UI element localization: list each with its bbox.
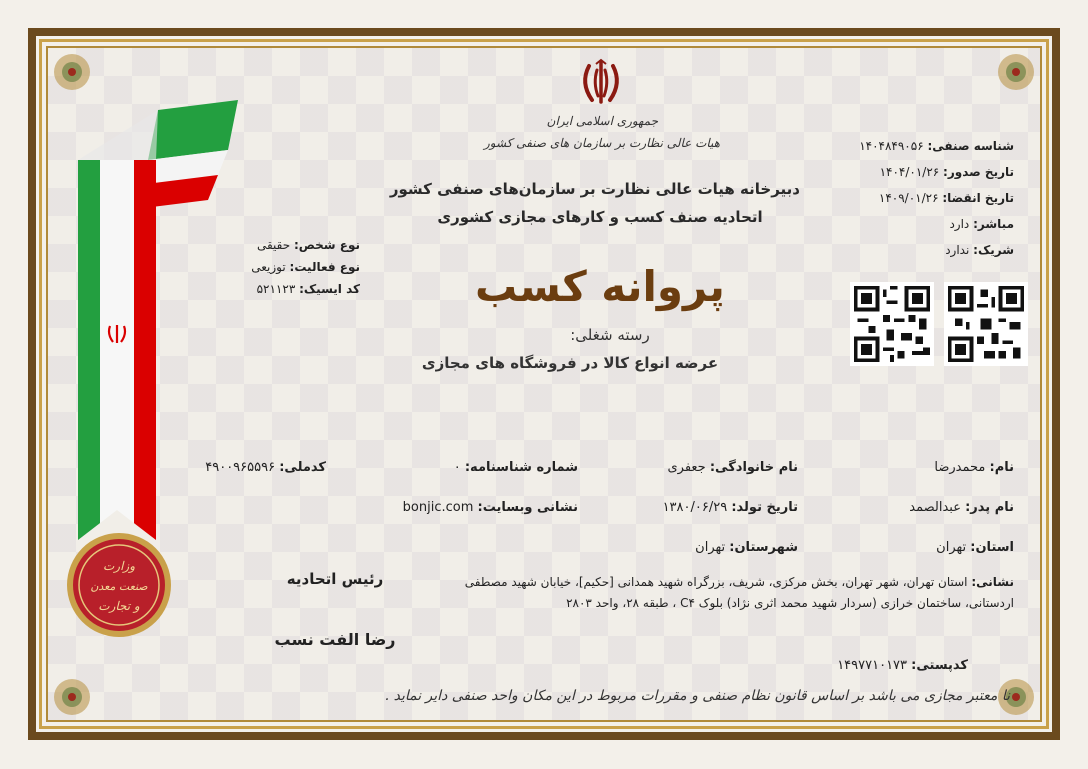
flag-ribbon-icon [58, 90, 248, 550]
national-code-field: کدملی: ۴۹۰۰۹۶۵۵۹۶ [205, 460, 326, 475]
ministry-seal [64, 530, 174, 640]
father-name-field: نام پدر: عبدالصمد [909, 500, 1014, 515]
activity-type-row: نوع فعالیت: توزیعی [251, 260, 360, 274]
expiry-date-row: تاریخ انقضا: ۱۴۰۹/۰۱/۲۶ [878, 191, 1014, 205]
name-field: نام: محمدرضا [934, 460, 1014, 475]
svg-text:و تجارت: و تجارت [98, 599, 140, 613]
svg-text:وزارت: وزارت [102, 559, 136, 573]
iran-emblem-icon [576, 58, 626, 108]
signer-name: رضا الفت نسب [274, 630, 396, 649]
job-category-value: عرضه انواع کالا در فروشگاه های مجازی [421, 354, 719, 372]
corner-ornament-icon [52, 647, 122, 717]
website-field: نشانی وبسایت: bonjic.com [402, 500, 578, 515]
signer-role: رئیس اتحادیه [286, 570, 384, 588]
qr-code-icon[interactable] [944, 282, 1028, 366]
gov-line-2: هیات عالی نظارت بر سازمان های صنفی کشور [483, 136, 720, 150]
website-link[interactable]: bonjic.com [402, 500, 474, 515]
family-name-field: نام خانوادگی: جعفری [667, 460, 798, 475]
gov-line-1: جمهوری اسلامی ایران [546, 114, 658, 128]
svg-text:صنعت معدن: صنعت معدن [90, 580, 148, 593]
postal-code-field: کدپستی: ۱۴۹۷۷۱۰۱۷۳ [837, 658, 968, 673]
province-field: استان: تهران [936, 540, 1014, 555]
partner-row: شریک: ندارد [945, 243, 1014, 257]
job-category-label: رسته شغلی: [570, 326, 650, 344]
city-field: شهرستان: تهران [695, 540, 798, 555]
person-type-row: نوع شخص: حقیقی [256, 238, 360, 252]
footer-note: نا معتبر مجازی می باشد بر اساس قانون نظام صنفی و مقررات مربوط در این مکان واحد صنفی دایر نماید . [384, 688, 1010, 704]
birth-date-field: تاریخ تولد: ۱۳۸۰/۰۶/۲۹ [662, 500, 798, 515]
id-number-field: شماره شناسنامه: ۰ [453, 460, 578, 475]
page-title: پروانه کسب [475, 262, 725, 311]
union-heading: اتحادیه صنف کسب و کارهای مجازی کشوری [437, 208, 763, 226]
corner-ornament-icon [966, 647, 1036, 717]
qr-code-icon[interactable] [850, 282, 934, 366]
address-field: نشانی: استان تهران، شهر تهران، بخش مرکزی، شریف، بزرگراه شهید همدانی [حکیم]، خیابان شهید مصطفی اردستانی، ساختمان خرازی (سردار شهید محمد اثری نژاد) بلوک C۴ ، طبقه ۲۸، واحد ۲۸۰۳ [464, 575, 1014, 610]
isic-code-row: کد ایسیک: ۵۲۱۱۲۳ [256, 282, 360, 296]
secretariat-heading: دبیرخانه هیات عالی نظارت بر سازمان‌های صنفی کشور [389, 180, 800, 198]
manager-row: مباشر: دارد [949, 217, 1014, 231]
corner-ornament-icon [966, 52, 1036, 122]
issue-date-row: تاریخ صدور: ۱۴۰۴/۰۱/۲۶ [879, 165, 1014, 179]
guild-id-row: شناسه صنفی: ۱۴۰۴۸۴۹۰۵۶ [859, 139, 1014, 153]
